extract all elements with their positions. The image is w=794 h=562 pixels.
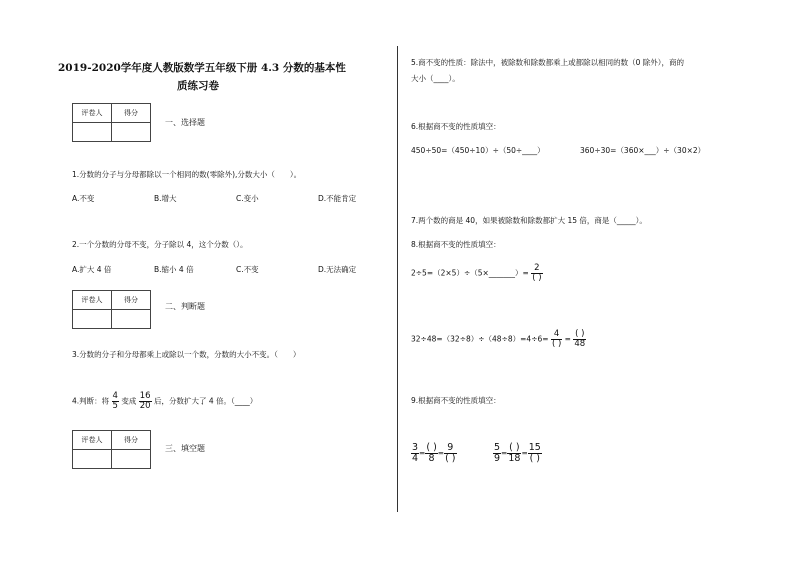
- question-4-fraction-1: $\frac{4}{5}$: [112, 391, 118, 411]
- question-7-stem: 7.两个数的商是 40，如果被除数和除数都扩大 15 倍，商是（_____）。: [411, 216, 647, 225]
- question-5-line2: 大小（____）。: [411, 74, 460, 83]
- question-9-group-1-fraction-b: $\frac{( )}{8}$: [426, 442, 437, 464]
- page-title-line2: 质练习卷: [177, 80, 219, 92]
- question-8-equation-2: 32÷48=（32÷8）÷（48÷8）=4÷6= $\frac{4}{( )}$ = $\frac{( )}{48}$: [411, 329, 586, 349]
- question-1-option-c: C.变小: [236, 194, 259, 203]
- question-8-equation-1-text: 2÷5=（2×5）÷（5×_______）=: [411, 268, 529, 278]
- question-9-group-1-fraction-c: $\frac{9}{( )}$: [445, 442, 456, 464]
- score-cell-grader: [73, 450, 112, 469]
- question-9-group-2-fraction-c: $\frac{15}{( )}$: [528, 442, 541, 464]
- question-6-equation-1: 450÷50=（450÷10）÷（50÷____）: [411, 146, 545, 155]
- question-8-equation-1: [411, 264, 543, 283]
- question-8-equation-2-fraction-1: $\frac{4}{( )}$: [551, 329, 562, 349]
- score-table-header-grader: 评卷人: [73, 291, 112, 310]
- question-9-group-2: $\frac{5}{9}$ = $\frac{( )}{18}$ = $\frac{15}{( )}$: [494, 442, 541, 464]
- question-9-group-1-fraction-a: $\frac{3}{4}$: [412, 442, 419, 464]
- question-1-stem: 1.分数的分子与分母都除以一个相同的数(零除外),分数大小（ ）。: [72, 170, 302, 179]
- question-2-option-b: B.缩小 4 倍: [154, 265, 194, 274]
- question-2-stem: 2.一个分数的分母不变，分子除以 4，这个分数（）。: [72, 240, 248, 249]
- question-8-equation-2-fraction-2: $\frac{( )}{48}$: [574, 329, 586, 349]
- score-cell-score: [112, 310, 151, 329]
- score-cell-score: [112, 450, 151, 469]
- question-4-prefix: 4.判断：将: [72, 396, 110, 406]
- question-4: [72, 392, 257, 411]
- question-6-equation-2: 360÷30=（360×___）÷（30×2）: [580, 146, 706, 155]
- score-table-header-score: 得分: [112, 291, 151, 310]
- score-cell-grader: [73, 123, 112, 142]
- question-8-stem: 8.根据商不变的性质填空：: [411, 240, 501, 249]
- question-2-option-c: C.不变: [236, 265, 259, 274]
- question-9-group-1: $\frac{3}{4}$ = $\frac{( )}{8}$ = $\frac{9}{( )}$: [412, 442, 456, 464]
- question-2-option-d: D.无法确定: [318, 265, 357, 274]
- question-4-mid: 变成: [121, 396, 137, 406]
- question-9-group-2-fraction-a: $\frac{5}{9}$: [494, 442, 501, 464]
- question-9-stem: 9.根据商不变的性质填空：: [411, 396, 501, 405]
- section-title-fill: 三、填空题: [165, 444, 205, 453]
- score-table-2: [72, 290, 151, 329]
- column-divider: [397, 46, 398, 512]
- score-table-header-grader: 评卷人: [73, 104, 112, 123]
- score-table-header-grader: 评卷人: [73, 431, 112, 450]
- question-5-line1: 5.商不变的性质：除法中，被除数和除数都乘上或都除以相同的数（0 除外），商的: [411, 58, 685, 67]
- section-title-judge: 二、判断题: [165, 302, 205, 311]
- question-9-group-2-fraction-b: $\frac{( )}{18}$: [508, 442, 521, 464]
- score-table-3: [72, 430, 151, 469]
- score-cell-grader: [73, 310, 112, 329]
- question-1-option-b: B.增大: [154, 194, 177, 203]
- question-1-option-a: A.不变: [72, 194, 95, 203]
- score-table-header-score: 得分: [112, 104, 151, 123]
- question-8-equation-2-text: 32÷48=（32÷8）÷（48÷8）=4÷6=: [411, 334, 549, 344]
- question-8-equation-1-fraction: $\frac{2}{( )}$: [532, 263, 542, 283]
- question-4-fraction-2: $\frac{16}{20}$: [139, 391, 151, 411]
- question-3-stem: 3.分数的分子和分母都乘上或除以一个数，分数的大小不变。（ ）: [72, 350, 301, 359]
- score-table-header-score: 得分: [112, 431, 151, 450]
- question-2-option-a: A.扩大 4 倍: [72, 265, 112, 274]
- question-1-option-d: D.不能肯定: [318, 194, 357, 203]
- page-title: 2019-2020学年度人教版数学五年级下册 4.3 分数的基本性: [58, 62, 346, 74]
- score-table-1: [72, 103, 151, 142]
- section-title-choice: 一、选择题: [165, 118, 205, 127]
- score-cell-score: [112, 123, 151, 142]
- question-6-stem: 6.根据商不变的性质填空：: [411, 122, 501, 131]
- question-4-suffix: 后，分数扩大了 4 倍。（____）: [153, 396, 258, 406]
